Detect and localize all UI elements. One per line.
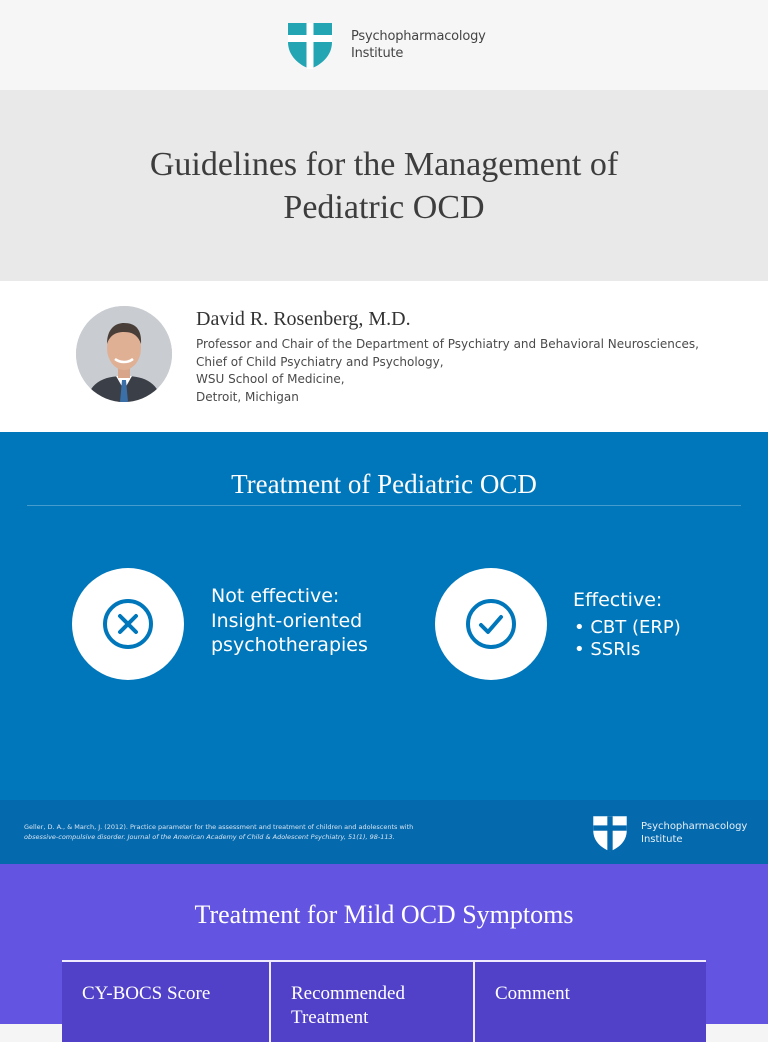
citation xyxy=(24,823,444,842)
not-effective-item: Insight-oriented xyxy=(211,609,363,632)
column-header-comment: Comment xyxy=(475,962,706,1042)
not-effective-label: Not effective: xyxy=(211,585,340,607)
brand-name-line1: Psychopharmacology xyxy=(641,821,748,832)
treatment-slide xyxy=(0,432,768,800)
brand-name-line1: Psychopharmacology xyxy=(351,29,486,44)
page-title xyxy=(84,143,684,229)
effective-label: Effective: xyxy=(573,589,663,611)
heading-divider xyxy=(27,505,741,506)
author-portrait-icon xyxy=(76,306,172,402)
page-title-line1: Guidelines for the Management of xyxy=(149,146,619,183)
citation-line: Geller, D. A., & March, J. (2012). Practice parameter for the assessment and treatment of children and adolescents with xyxy=(24,823,414,831)
header-bar xyxy=(0,0,768,90)
column-header-treatment: Recommended Treatment xyxy=(271,962,473,1042)
treatment-table xyxy=(62,960,706,1042)
not-effective-item: psychotherapies xyxy=(211,634,368,656)
citation-bar xyxy=(0,800,768,864)
slide-heading: Treatment of Pediatric OCD xyxy=(231,469,537,499)
shield-logo-icon xyxy=(285,20,335,70)
brand-name xyxy=(351,28,486,62)
not-effective-text xyxy=(211,584,368,658)
brand-logo-small[interactable] xyxy=(591,814,747,852)
column-header-score: CY-BOCS Score xyxy=(62,962,269,1042)
mild-treatment-slide xyxy=(0,864,768,1028)
brand-name-line2: Institute xyxy=(351,46,404,61)
author-title-line: Professor and Chair of the Department of Psychiatry and Behavioral Neurosciences, xyxy=(196,337,699,351)
author-title-line: Chief of Child Psychiatry and Psychology, xyxy=(196,354,444,369)
effective-badge xyxy=(435,568,547,680)
author-affiliation xyxy=(196,336,699,406)
effective-item: • CBT (ERP) xyxy=(574,616,681,638)
effective-item: • SSRIs xyxy=(574,638,641,660)
x-circle-icon xyxy=(100,596,156,652)
author-section xyxy=(0,281,768,432)
avatar xyxy=(76,306,172,402)
author-name: David R. Rosenberg, M.D. xyxy=(196,308,411,330)
author-location: Detroit, Michigan xyxy=(196,389,299,404)
brand-name-small xyxy=(641,820,747,846)
page-title-line2: Pediatric OCD xyxy=(283,189,485,226)
slide-heading: Treatment for Mild OCD Symptoms xyxy=(194,900,574,929)
brand-logo[interactable] xyxy=(285,20,486,70)
brand-name-line2: Institute xyxy=(641,834,683,845)
not-effective-badge xyxy=(72,568,184,680)
author-institution: WSU School of Medicine, xyxy=(196,372,345,386)
shield-logo-icon xyxy=(591,814,629,852)
effective-text xyxy=(573,588,681,661)
check-circle-icon xyxy=(463,596,519,652)
citation-line: obsessive-compulsive disorder. Journal of the American Academy of Child & Adolescent Psychiatry, 51(1), 98-113. xyxy=(24,832,395,841)
